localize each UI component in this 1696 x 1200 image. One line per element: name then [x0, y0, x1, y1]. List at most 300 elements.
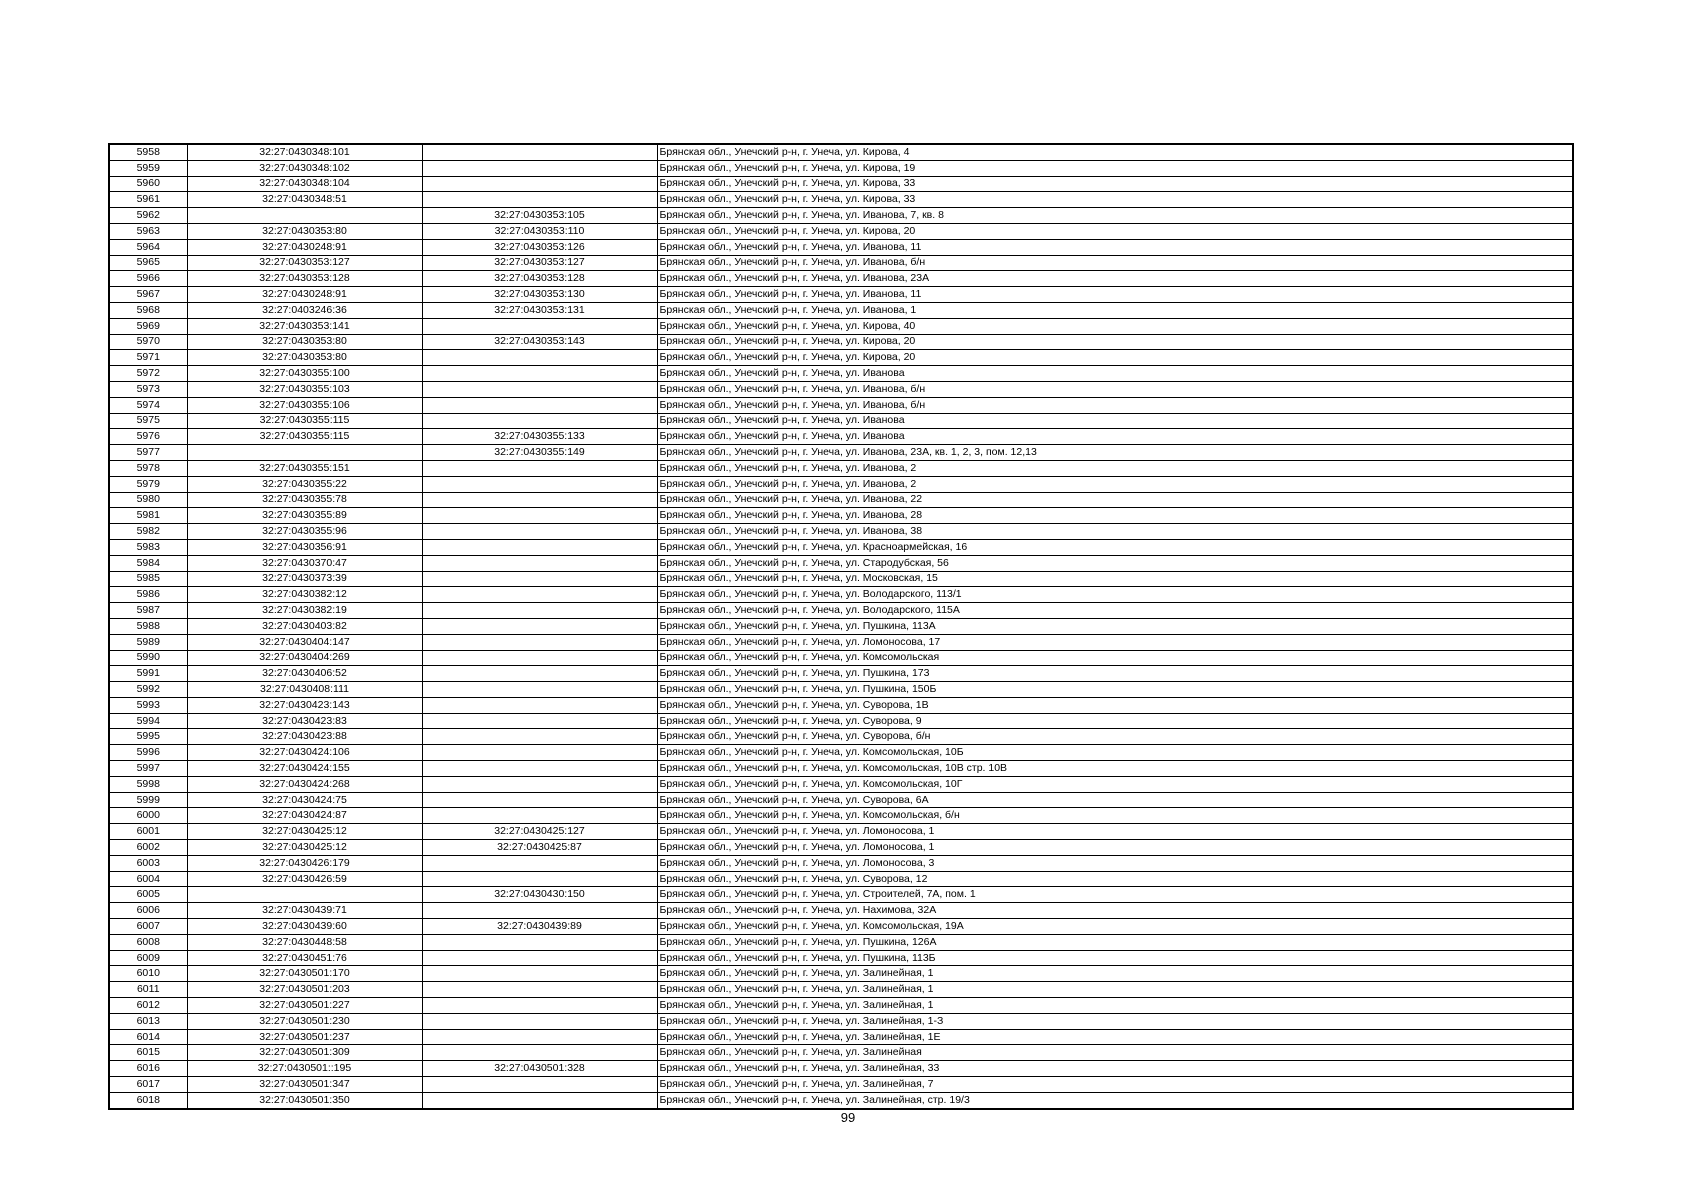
address-cell: Брянская обл., Унечский р-н, г. Унеча, ул. Пушкина, 126А [657, 934, 1573, 950]
cadastral-number-cell: 32:27:0430353:80 [187, 334, 422, 350]
cadastral-number-cell: 32:27:0430426:59 [187, 871, 422, 887]
table-row [109, 1045, 1573, 1061]
address-cell: Брянская обл., Унечский р-н, г. Унеча, ул. Иванова, 38 [657, 524, 1573, 540]
address-cell: Брянская обл., Унечский р-н, г. Унеча, ул. Залинейная, 1 [657, 998, 1573, 1014]
table-row [109, 350, 1573, 366]
address-cell: Брянская обл., Унечский р-н, г. Унеча, ул. Володарского, 113/1 [657, 587, 1573, 603]
cadastral-number-cell: 32:27:0430424:268 [187, 776, 422, 792]
row-number-cell: 5967 [109, 287, 187, 303]
building-cadastral-number-cell [422, 192, 657, 208]
cadastral-number-cell: 32:27:0430370:47 [187, 555, 422, 571]
cadastral-number-cell: 32:27:0430451:76 [187, 950, 422, 966]
cadastral-number-cell: 32:27:0430353:141 [187, 318, 422, 334]
address-cell: Брянская обл., Унечский р-н, г. Унеча, ул. Комсомольская, 10В стр. 10В [657, 761, 1573, 777]
row-number-cell: 5976 [109, 429, 187, 445]
address-cell: Брянская обл., Унечский р-н, г. Унеча, ул. Кирова, 20 [657, 223, 1573, 239]
table-row [109, 208, 1573, 224]
building-cadastral-number-cell [422, 998, 657, 1014]
row-number-cell: 6016 [109, 1061, 187, 1077]
table-row [109, 887, 1573, 903]
address-cell: Брянская обл., Унечский р-н, г. Унеча, ул. Залинейная, 1 [657, 966, 1573, 982]
building-cadastral-number-cell [422, 776, 657, 792]
table-row [109, 903, 1573, 919]
cadastral-number-cell: 32:27:0430423:88 [187, 729, 422, 745]
address-cell: Брянская обл., Унечский р-н, г. Унеча, ул. Кирова, 33 [657, 192, 1573, 208]
table-row [109, 776, 1573, 792]
cadastral-number-cell: 32:27:0430439:60 [187, 919, 422, 935]
address-cell: Брянская обл., Унечский р-н, г. Унеча, ул. Ломоносова, 1 [657, 824, 1573, 840]
address-cell: Брянская обл., Унечский р-н, г. Унеча, ул. Иванова, 2 [657, 460, 1573, 476]
table-row [109, 397, 1573, 413]
cadastral-number-cell: 32:27:0430348:101 [187, 144, 422, 160]
table-row [109, 697, 1573, 713]
building-cadastral-number-cell [422, 729, 657, 745]
row-number-cell: 6002 [109, 840, 187, 856]
building-cadastral-number-cell [422, 366, 657, 382]
cadastral-number-cell: 32:27:0430424:75 [187, 792, 422, 808]
address-cell: Брянская обл., Унечский р-н, г. Унеча, ул. Иванова, 11 [657, 239, 1573, 255]
row-number-cell: 5961 [109, 192, 187, 208]
cadastral-number-cell: 32:27:0430501::195 [187, 1061, 422, 1077]
building-cadastral-number-cell [422, 587, 657, 603]
building-cadastral-number-cell [422, 966, 657, 982]
row-number-cell: 5995 [109, 729, 187, 745]
address-cell: Брянская обл., Унечский р-н, г. Унеча, ул. Комсомольская, 10Б [657, 745, 1573, 761]
cadastral-number-cell [187, 445, 422, 461]
row-number-cell: 5958 [109, 144, 187, 160]
address-cell: Брянская обл., Унечский р-н, г. Унеча, ул. Кирова, 40 [657, 318, 1573, 334]
row-number-cell: 5974 [109, 397, 187, 413]
building-cadastral-number-cell [422, 761, 657, 777]
row-number-cell: 5964 [109, 239, 187, 255]
building-cadastral-number-cell [422, 1029, 657, 1045]
address-cell: Брянская обл., Унечский р-н, г. Унеча, ул. Кирова, 20 [657, 334, 1573, 350]
table-row [109, 144, 1573, 160]
table-row [109, 761, 1573, 777]
building-cadastral-number-cell [422, 603, 657, 619]
row-number-cell: 6017 [109, 1077, 187, 1093]
cadastral-number-cell: 32:27:0430355:115 [187, 413, 422, 429]
table-row [109, 381, 1573, 397]
cadastral-number-cell: 32:27:0430501:309 [187, 1045, 422, 1061]
table-row [109, 966, 1573, 982]
building-cadastral-number-cell [422, 1045, 657, 1061]
address-cell: Брянская обл., Унечский р-н, г. Унеча, ул. Иванова, 11 [657, 287, 1573, 303]
cadastral-number-cell: 32:27:0430355:100 [187, 366, 422, 382]
address-cell: Брянская обл., Унечский р-н, г. Унеча, ул. Иванова, б/н [657, 255, 1573, 271]
table-row [109, 508, 1573, 524]
row-number-cell: 5993 [109, 697, 187, 713]
building-cadastral-number-cell [422, 397, 657, 413]
cadastral-table-body [109, 144, 1573, 1109]
address-cell: Брянская обл., Унечский р-н, г. Унеча, ул. Кирова, 33 [657, 176, 1573, 192]
address-cell: Брянская обл., Унечский р-н, г. Унеча, ул. Комсомольская, б/н [657, 808, 1573, 824]
table-row [109, 1061, 1573, 1077]
table-row [109, 666, 1573, 682]
building-cadastral-number-cell [422, 666, 657, 682]
building-cadastral-number-cell [422, 318, 657, 334]
table-row [109, 334, 1573, 350]
row-number-cell: 6008 [109, 934, 187, 950]
address-cell: Брянская обл., Унечский р-н, г. Унеча, ул. Комсомольская [657, 650, 1573, 666]
cadastral-number-cell: 32:27:0430355:106 [187, 397, 422, 413]
address-cell: Брянская обл., Унечский р-н, г. Унеча, ул. Иванова [657, 429, 1573, 445]
row-number-cell: 5959 [109, 160, 187, 176]
row-number-cell: 5980 [109, 492, 187, 508]
table-row [109, 729, 1573, 745]
row-number-cell: 5997 [109, 761, 187, 777]
row-number-cell: 6006 [109, 903, 187, 919]
building-cadastral-number-cell: 32:27:0430425:87 [422, 840, 657, 856]
address-cell: Брянская обл., Унечский р-н, г. Унеча, ул. Иванова, 23А, кв. 1, 2, 3, пом. 12,13 [657, 445, 1573, 461]
table-row [109, 302, 1573, 318]
row-number-cell: 5985 [109, 571, 187, 587]
address-cell: Брянская обл., Унечский р-н, г. Унеча, ул. Ломоносова, 1 [657, 840, 1573, 856]
table-row [109, 176, 1573, 192]
cadastral-number-cell: 32:27:0403246:36 [187, 302, 422, 318]
row-number-cell: 6007 [109, 919, 187, 935]
row-number-cell: 5983 [109, 539, 187, 555]
address-cell: Брянская обл., Унечский р-н, г. Унеча, ул. Суворова, 12 [657, 871, 1573, 887]
address-cell: Брянская обл., Унечский р-н, г. Унеча, ул. Нахимова, 32А [657, 903, 1573, 919]
row-number-cell: 5971 [109, 350, 187, 366]
address-cell: Брянская обл., Унечский р-н, г. Унеча, ул. Иванова [657, 366, 1573, 382]
building-cadastral-number-cell [422, 745, 657, 761]
address-cell: Брянская обл., Унечский р-н, г. Унеча, ул. Залинейная, 1-З [657, 1013, 1573, 1029]
address-cell: Брянская обл., Унечский р-н, г. Унеча, ул. Пушкина, 150Б [657, 682, 1573, 698]
building-cadastral-number-cell: 32:27:0430353:110 [422, 223, 657, 239]
table-row [109, 571, 1573, 587]
address-cell: Брянская обл., Унечский р-н, г. Унеча, ул. Ломоносова, 17 [657, 634, 1573, 650]
row-number-cell: 5977 [109, 445, 187, 461]
row-number-cell: 5992 [109, 682, 187, 698]
cadastral-number-cell: 32:27:0430403:82 [187, 618, 422, 634]
table-row [109, 587, 1573, 603]
building-cadastral-number-cell [422, 855, 657, 871]
address-cell: Брянская обл., Унечский р-н, г. Унеча, ул. Пушкина, 113А [657, 618, 1573, 634]
table-row [109, 808, 1573, 824]
building-cadastral-number-cell: 32:27:0430355:149 [422, 445, 657, 461]
cadastral-number-cell: 32:27:0430425:12 [187, 840, 422, 856]
cadastral-number-cell: 32:27:0430425:12 [187, 824, 422, 840]
table-row [109, 603, 1573, 619]
building-cadastral-number-cell [422, 982, 657, 998]
row-number-cell: 5970 [109, 334, 187, 350]
cadastral-number-cell: 32:27:0430406:52 [187, 666, 422, 682]
row-number-cell: 5989 [109, 634, 187, 650]
cadastral-number-cell: 32:27:0430382:19 [187, 603, 422, 619]
building-cadastral-number-cell [422, 539, 657, 555]
row-number-cell: 6018 [109, 1092, 187, 1108]
table-row [109, 840, 1573, 856]
row-number-cell: 6000 [109, 808, 187, 824]
address-cell: Брянская обл., Унечский р-н, г. Унеча, ул. Суворова, 6А [657, 792, 1573, 808]
row-number-cell: 6014 [109, 1029, 187, 1045]
cadastral-number-cell: 32:27:0430353:80 [187, 350, 422, 366]
cadastral-number-cell: 32:27:0430404:147 [187, 634, 422, 650]
table-row [109, 429, 1573, 445]
building-cadastral-number-cell [422, 460, 657, 476]
cadastral-number-cell: 32:27:0430353:128 [187, 271, 422, 287]
row-number-cell: 6009 [109, 950, 187, 966]
building-cadastral-number-cell [422, 555, 657, 571]
address-cell: Брянская обл., Унечский р-н, г. Унеча, ул. Иванова, 1 [657, 302, 1573, 318]
cadastral-number-cell: 32:27:0430355:151 [187, 460, 422, 476]
cadastral-number-cell: 32:27:0430248:91 [187, 239, 422, 255]
address-cell: Брянская обл., Унечский р-н, г. Унеча, ул. Иванова, 7, кв. 8 [657, 208, 1573, 224]
building-cadastral-number-cell [422, 476, 657, 492]
cadastral-number-cell: 32:27:0430248:91 [187, 287, 422, 303]
building-cadastral-number-cell [422, 634, 657, 650]
row-number-cell: 5990 [109, 650, 187, 666]
address-cell: Брянская обл., Унечский р-н, г. Унеча, ул. Залинейная [657, 1045, 1573, 1061]
cadastral-number-cell: 32:27:0430353:127 [187, 255, 422, 271]
cadastral-number-cell: 32:27:0430353:80 [187, 223, 422, 239]
cadastral-number-cell: 32:27:0430424:106 [187, 745, 422, 761]
page-number: 99 [840, 1110, 856, 1125]
address-cell: Брянская обл., Унечский р-н, г. Унеча, ул. Володарского, 115А [657, 603, 1573, 619]
building-cadastral-number-cell: 32:27:0430353:131 [422, 302, 657, 318]
building-cadastral-number-cell: 32:27:0430353:126 [422, 239, 657, 255]
table-row [109, 445, 1573, 461]
row-number-cell: 5991 [109, 666, 187, 682]
building-cadastral-number-cell: 32:27:0430353:128 [422, 271, 657, 287]
address-cell: Брянская обл., Унечский р-н, г. Унеча, ул. Иванова, 2 [657, 476, 1573, 492]
table-row [109, 713, 1573, 729]
table-row [109, 824, 1573, 840]
row-number-cell: 5987 [109, 603, 187, 619]
row-number-cell: 5986 [109, 587, 187, 603]
address-cell: Брянская обл., Унечский р-н, г. Унеча, ул. Суворова, 1В [657, 697, 1573, 713]
building-cadastral-number-cell: 32:27:0430425:127 [422, 824, 657, 840]
row-number-cell: 5998 [109, 776, 187, 792]
address-cell: Брянская обл., Унечский р-н, г. Унеча, ул. Пушкина, 113Б [657, 950, 1573, 966]
row-number-cell: 6013 [109, 1013, 187, 1029]
cadastral-number-cell: 32:27:0430423:143 [187, 697, 422, 713]
row-number-cell: 5978 [109, 460, 187, 476]
cadastral-number-cell: 32:27:0430355:96 [187, 524, 422, 540]
building-cadastral-number-cell: 32:27:0430430:150 [422, 887, 657, 903]
address-cell: Брянская обл., Унечский р-н, г. Унеча, ул. Иванова, б/н [657, 397, 1573, 413]
building-cadastral-number-cell [422, 618, 657, 634]
cadastral-number-cell: 32:27:0430404:269 [187, 650, 422, 666]
building-cadastral-number-cell [422, 1077, 657, 1093]
table-row [109, 366, 1573, 382]
building-cadastral-number-cell [422, 950, 657, 966]
address-cell: Брянская обл., Унечский р-н, г. Унеча, ул. Иванова [657, 413, 1573, 429]
row-number-cell: 5969 [109, 318, 187, 334]
building-cadastral-number-cell: 32:27:0430355:133 [422, 429, 657, 445]
building-cadastral-number-cell [422, 650, 657, 666]
row-number-cell: 5963 [109, 223, 187, 239]
building-cadastral-number-cell: 32:27:0430439:89 [422, 919, 657, 935]
cadastral-number-cell [187, 887, 422, 903]
cadastral-number-cell: 32:27:0430382:12 [187, 587, 422, 603]
address-cell: Брянская обл., Унечский р-н, г. Унеча, ул. Залинейная, 7 [657, 1077, 1573, 1093]
building-cadastral-number-cell [422, 682, 657, 698]
address-cell: Брянская обл., Унечский р-н, г. Унеча, ул. Суворова, б/н [657, 729, 1573, 745]
address-cell: Брянская обл., Унечский р-н, г. Унеча, ул. Иванова, 23А [657, 271, 1573, 287]
address-cell: Брянская обл., Унечский р-н, г. Унеча, ул. Кирова, 20 [657, 350, 1573, 366]
row-number-cell: 5988 [109, 618, 187, 634]
row-number-cell: 6003 [109, 855, 187, 871]
row-number-cell: 5999 [109, 792, 187, 808]
address-cell: Брянская обл., Унечский р-н, г. Унеча, ул. Залинейная, стр. 19/3 [657, 1092, 1573, 1108]
row-number-cell: 6011 [109, 982, 187, 998]
cadastral-number-cell [187, 208, 422, 224]
row-number-cell: 6012 [109, 998, 187, 1014]
row-number-cell: 6005 [109, 887, 187, 903]
table-row [109, 539, 1573, 555]
cadastral-number-cell: 32:27:0430426:179 [187, 855, 422, 871]
address-cell: Брянская обл., Унечский р-н, г. Унеча, ул. Московская, 15 [657, 571, 1573, 587]
building-cadastral-number-cell: 32:27:0430353:143 [422, 334, 657, 350]
row-number-cell: 6004 [109, 871, 187, 887]
row-number-cell: 6010 [109, 966, 187, 982]
building-cadastral-number-cell [422, 524, 657, 540]
table-row [109, 871, 1573, 887]
cadastral-number-cell: 32:27:0430501:230 [187, 1013, 422, 1029]
building-cadastral-number-cell [422, 1092, 657, 1108]
building-cadastral-number-cell [422, 571, 657, 587]
cadastral-number-cell: 32:27:0430355:103 [187, 381, 422, 397]
address-cell: Брянская обл., Унечский р-н, г. Унеча, ул. Стародубская, 56 [657, 555, 1573, 571]
building-cadastral-number-cell [422, 508, 657, 524]
table-row [109, 223, 1573, 239]
cadastral-number-cell: 32:27:0430501:350 [187, 1092, 422, 1108]
building-cadastral-number-cell [422, 413, 657, 429]
table-row [109, 271, 1573, 287]
row-number-cell: 5962 [109, 208, 187, 224]
cadastral-number-cell: 32:27:0430373:39 [187, 571, 422, 587]
table-row [109, 239, 1573, 255]
cadastral-number-cell: 32:27:0430501:347 [187, 1077, 422, 1093]
cadastral-number-cell: 32:27:0430348:104 [187, 176, 422, 192]
cadastral-table [108, 143, 1574, 1110]
row-number-cell: 5975 [109, 413, 187, 429]
building-cadastral-number-cell [422, 934, 657, 950]
address-cell: Брянская обл., Унечский р-н, г. Унеча, ул. Залинейная, 1Е [657, 1029, 1573, 1045]
address-cell: Брянская обл., Унечский р-н, г. Унеча, ул. Пушкина, 173 [657, 666, 1573, 682]
cadastral-number-cell: 32:27:0430424:155 [187, 761, 422, 777]
table-row [109, 682, 1573, 698]
cadastral-number-cell: 32:27:0430501:227 [187, 998, 422, 1014]
table-row [109, 792, 1573, 808]
address-cell: Брянская обл., Унечский р-н, г. Унеча, ул. Суворова, 9 [657, 713, 1573, 729]
address-cell: Брянская обл., Унечский р-н, г. Унеча, ул. Залинейная, 1 [657, 982, 1573, 998]
address-cell: Брянская обл., Унечский р-н, г. Унеча, ул. Кирова, 19 [657, 160, 1573, 176]
table-row [109, 413, 1573, 429]
building-cadastral-number-cell: 32:27:0430353:127 [422, 255, 657, 271]
table-row [109, 255, 1573, 271]
table-row [109, 634, 1573, 650]
building-cadastral-number-cell: 32:27:0430501:328 [422, 1061, 657, 1077]
table-row [109, 1092, 1573, 1108]
row-number-cell: 5968 [109, 302, 187, 318]
address-cell: Брянская обл., Унечский р-н, г. Унеча, ул. Ломоносова, 3 [657, 855, 1573, 871]
address-cell: Брянская обл., Унечский р-н, г. Унеча, ул. Иванова, 28 [657, 508, 1573, 524]
cadastral-number-cell: 32:27:0430448:58 [187, 934, 422, 950]
table-row [109, 982, 1573, 998]
table-row [109, 524, 1573, 540]
cadastral-number-cell: 32:27:0430501:237 [187, 1029, 422, 1045]
building-cadastral-number-cell: 32:27:0430353:105 [422, 208, 657, 224]
table-row [109, 950, 1573, 966]
cadastral-number-cell: 32:27:0430424:87 [187, 808, 422, 824]
row-number-cell: 6015 [109, 1045, 187, 1061]
table-row [109, 160, 1573, 176]
cadastral-number-cell: 32:27:0430348:102 [187, 160, 422, 176]
cadastral-number-cell: 32:27:0430501:203 [187, 982, 422, 998]
address-cell: Брянская обл., Унечский р-н, г. Унеча, ул. Комсомольская, 19А [657, 919, 1573, 935]
building-cadastral-number-cell [422, 792, 657, 808]
cadastral-number-cell: 32:27:0430356:91 [187, 539, 422, 555]
building-cadastral-number-cell [422, 713, 657, 729]
cadastral-number-cell: 32:27:0430348:51 [187, 192, 422, 208]
address-cell: Брянская обл., Унечский р-н, г. Унеча, ул. Строителей, 7А, пом. 1 [657, 887, 1573, 903]
table-row [109, 855, 1573, 871]
table-row [109, 1013, 1573, 1029]
address-cell: Брянская обл., Унечский р-н, г. Унеча, ул. Иванова, б/н [657, 381, 1573, 397]
table-row [109, 287, 1573, 303]
address-cell: Брянская обл., Унечский р-н, г. Унеча, ул. Комсомольская, 10Г [657, 776, 1573, 792]
table-row [109, 476, 1573, 492]
row-number-cell: 5981 [109, 508, 187, 524]
table-row [109, 192, 1573, 208]
row-number-cell: 5972 [109, 366, 187, 382]
row-number-cell: 5979 [109, 476, 187, 492]
address-cell: Брянская обл., Унечский р-н, г. Унеча, ул. Залинейная, 33 [657, 1061, 1573, 1077]
table-row [109, 318, 1573, 334]
cadastral-number-cell: 32:27:0430355:89 [187, 508, 422, 524]
building-cadastral-number-cell [422, 144, 657, 160]
table-row [109, 618, 1573, 634]
row-number-cell: 5973 [109, 381, 187, 397]
cadastral-number-cell: 32:27:0430408:111 [187, 682, 422, 698]
cadastral-number-cell: 32:27:0430355:22 [187, 476, 422, 492]
building-cadastral-number-cell [422, 808, 657, 824]
cadastral-number-cell: 32:27:0430439:71 [187, 903, 422, 919]
address-cell: Брянская обл., Унечский р-н, г. Унеча, ул. Красноармейская, 16 [657, 539, 1573, 555]
row-number-cell: 5960 [109, 176, 187, 192]
cadastral-number-cell: 32:27:0430501:170 [187, 966, 422, 982]
building-cadastral-number-cell [422, 903, 657, 919]
building-cadastral-number-cell [422, 871, 657, 887]
row-number-cell: 5966 [109, 271, 187, 287]
row-number-cell: 5996 [109, 745, 187, 761]
table-row [109, 745, 1573, 761]
building-cadastral-number-cell [422, 1013, 657, 1029]
table-row [109, 650, 1573, 666]
building-cadastral-number-cell [422, 160, 657, 176]
building-cadastral-number-cell: 32:27:0430353:130 [422, 287, 657, 303]
building-cadastral-number-cell [422, 350, 657, 366]
building-cadastral-number-cell [422, 697, 657, 713]
address-cell: Брянская обл., Унечский р-н, г. Унеча, ул. Иванова, 22 [657, 492, 1573, 508]
table-row [109, 460, 1573, 476]
row-number-cell: 5984 [109, 555, 187, 571]
address-cell: Брянская обл., Унечский р-н, г. Унеча, ул. Кирова, 4 [657, 144, 1573, 160]
table-row [109, 934, 1573, 950]
cadastral-number-cell: 32:27:0430355:115 [187, 429, 422, 445]
building-cadastral-number-cell [422, 176, 657, 192]
table-row [109, 1077, 1573, 1093]
table-row [109, 919, 1573, 935]
row-number-cell: 6001 [109, 824, 187, 840]
table-row [109, 492, 1573, 508]
row-number-cell: 5982 [109, 524, 187, 540]
table-row [109, 555, 1573, 571]
